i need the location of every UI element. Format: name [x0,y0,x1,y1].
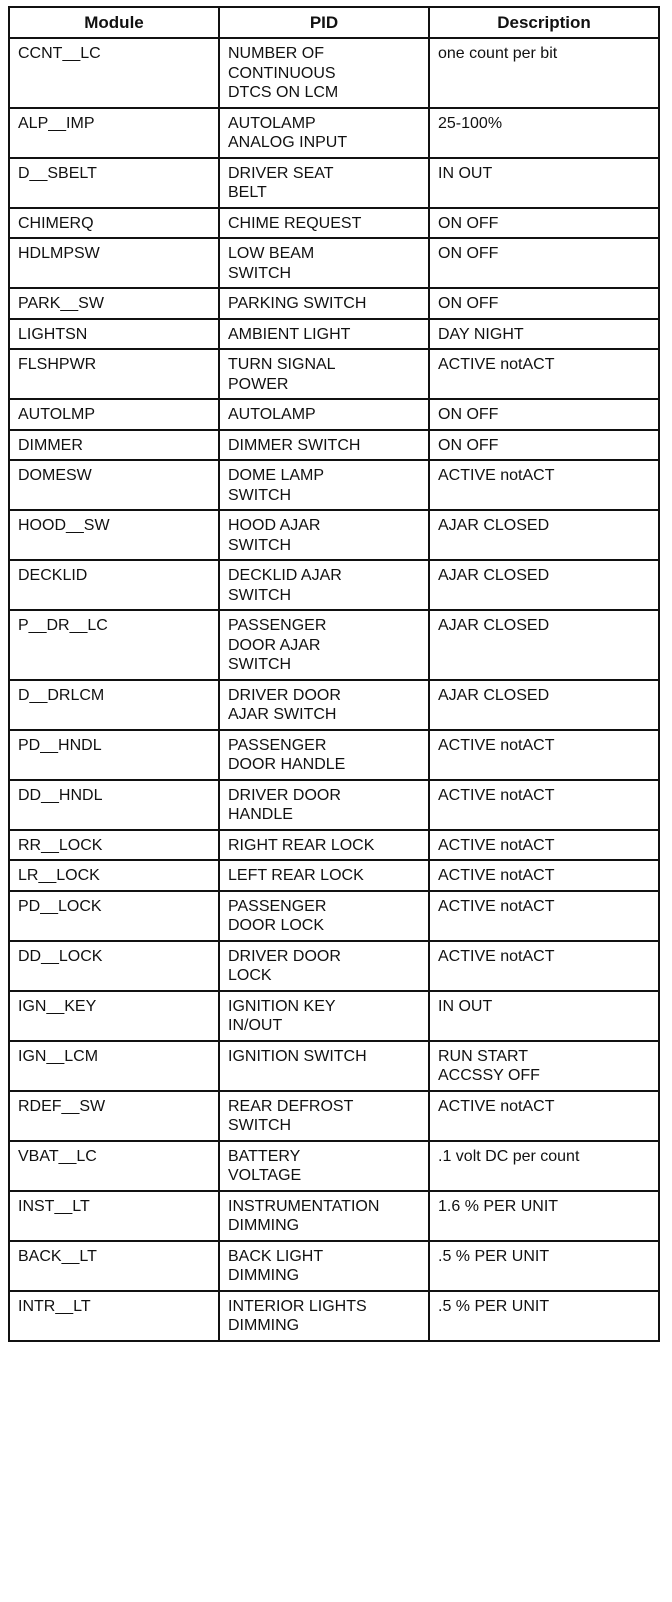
table-row [9,108,659,158]
description-cell: ACTIVE notACT [429,780,659,830]
description-cell: .5 % PER UNIT [429,1291,659,1341]
pid-cell: IGNITION KEY IN/OUT [219,991,429,1041]
module-cell: RDEF__SW [9,1091,219,1141]
pid-cell: DRIVER DOOR HANDLE [219,780,429,830]
table-row [9,238,659,288]
pid-cell: LEFT REAR LOCK [219,860,429,891]
description-cell: .5 % PER UNIT [429,1241,659,1291]
table-row [9,208,659,239]
table-row [9,860,659,891]
pid-cell: DRIVER SEAT BELT [219,158,429,208]
module-cell: DD__LOCK [9,941,219,991]
module-cell: DOMESW [9,460,219,510]
header-description: Description [429,7,659,38]
table-row [9,1291,659,1341]
table-row [9,1091,659,1141]
description-cell: ACTIVE notACT [429,460,659,510]
module-cell: AUTOLMP [9,399,219,430]
module-cell: IGN__LCM [9,1041,219,1091]
table-row [9,560,659,610]
module-cell: CHIMERQ [9,208,219,239]
table-row [9,730,659,780]
table-row [9,1241,659,1291]
pid-cell: INSTRUMENTATION DIMMING [219,1191,429,1241]
description-cell: 25-100% [429,108,659,158]
table-row [9,1191,659,1241]
pid-cell: DRIVER DOOR AJAR SWITCH [219,680,429,730]
table-header-row [9,7,659,38]
pid-cell: IGNITION SWITCH [219,1041,429,1091]
pid-cell: NUMBER OF CONTINUOUS DTCS ON LCM [219,38,429,108]
description-cell: ON OFF [429,238,659,288]
module-cell: INTR__LT [9,1291,219,1341]
table-row [9,38,659,108]
module-cell: CCNT__LC [9,38,219,108]
module-cell: D__SBELT [9,158,219,208]
module-cell: IGN__KEY [9,991,219,1041]
table-row [9,510,659,560]
header-module: Module [9,7,219,38]
description-cell: RUN START ACCSSY OFF [429,1041,659,1091]
description-cell: AJAR CLOSED [429,610,659,680]
description-cell: DAY NIGHT [429,319,659,350]
description-cell: ACTIVE notACT [429,1091,659,1141]
pid-cell: BATTERY VOLTAGE [219,1141,429,1191]
table-row [9,891,659,941]
pid-cell: PASSENGER DOOR LOCK [219,891,429,941]
table-row [9,1141,659,1191]
table-row [9,349,659,399]
table-row [9,610,659,680]
table-row [9,780,659,830]
description-cell: AJAR CLOSED [429,510,659,560]
description-cell: .1 volt DC per count [429,1141,659,1191]
table-row [9,430,659,461]
description-cell: IN OUT [429,991,659,1041]
pid-cell: AUTOLAMP [219,399,429,430]
description-cell: ACTIVE notACT [429,860,659,891]
module-cell: INST__LT [9,1191,219,1241]
table-row [9,288,659,319]
pid-cell: DECKLID AJAR SWITCH [219,560,429,610]
table-row [9,319,659,350]
description-cell: ON OFF [429,208,659,239]
table-row [9,158,659,208]
table-row [9,830,659,861]
pid-cell: AMBIENT LIGHT [219,319,429,350]
pid-cell: REAR DEFROST SWITCH [219,1091,429,1141]
module-cell: LIGHTSN [9,319,219,350]
pid-cell: DOME LAMP SWITCH [219,460,429,510]
pid-cell: HOOD AJAR SWITCH [219,510,429,560]
table-row [9,399,659,430]
description-cell: ACTIVE notACT [429,830,659,861]
module-cell: VBAT__LC [9,1141,219,1191]
module-cell: DIMMER [9,430,219,461]
header-pid: PID [219,7,429,38]
table-row [9,1041,659,1091]
table-row [9,460,659,510]
module-cell: RR__LOCK [9,830,219,861]
pid-cell: RIGHT REAR LOCK [219,830,429,861]
pid-cell: TURN SIGNAL POWER [219,349,429,399]
pid-table [8,6,660,1342]
description-cell: ACTIVE notACT [429,941,659,991]
table-row [9,680,659,730]
module-cell: DD__HNDL [9,780,219,830]
pid-cell: PASSENGER DOOR AJAR SWITCH [219,610,429,680]
module-cell: LR__LOCK [9,860,219,891]
pid-cell: DRIVER DOOR LOCK [219,941,429,991]
description-cell: IN OUT [429,158,659,208]
description-cell: ACTIVE notACT [429,349,659,399]
module-cell: P__DR__LC [9,610,219,680]
description-cell: AJAR CLOSED [429,680,659,730]
module-cell: ALP__IMP [9,108,219,158]
module-cell: PARK__SW [9,288,219,319]
module-cell: BACK__LT [9,1241,219,1291]
module-cell: HDLMPSW [9,238,219,288]
pid-cell: AUTOLAMP ANALOG INPUT [219,108,429,158]
description-cell: ON OFF [429,288,659,319]
description-cell: ON OFF [429,399,659,430]
pid-cell: DIMMER SWITCH [219,430,429,461]
pid-cell: LOW BEAM SWITCH [219,238,429,288]
description-cell: AJAR CLOSED [429,560,659,610]
table-row [9,991,659,1041]
description-cell: 1.6 % PER UNIT [429,1191,659,1241]
module-cell: D__DRLCM [9,680,219,730]
pid-cell: PASSENGER DOOR HANDLE [219,730,429,780]
module-cell: DECKLID [9,560,219,610]
description-cell: one count per bit [429,38,659,108]
module-cell: FLSHPWR [9,349,219,399]
table-row [9,941,659,991]
pid-cell: CHIME REQUEST [219,208,429,239]
module-cell: PD__LOCK [9,891,219,941]
pid-cell: PARKING SWITCH [219,288,429,319]
pid-cell: INTERIOR LIGHTS DIMMING [219,1291,429,1341]
document-page [8,6,658,1342]
table-body [9,38,659,1341]
pid-cell: BACK LIGHT DIMMING [219,1241,429,1291]
module-cell: HOOD__SW [9,510,219,560]
description-cell: ACTIVE notACT [429,730,659,780]
module-cell: PD__HNDL [9,730,219,780]
description-cell: ON OFF [429,430,659,461]
description-cell: ACTIVE notACT [429,891,659,941]
